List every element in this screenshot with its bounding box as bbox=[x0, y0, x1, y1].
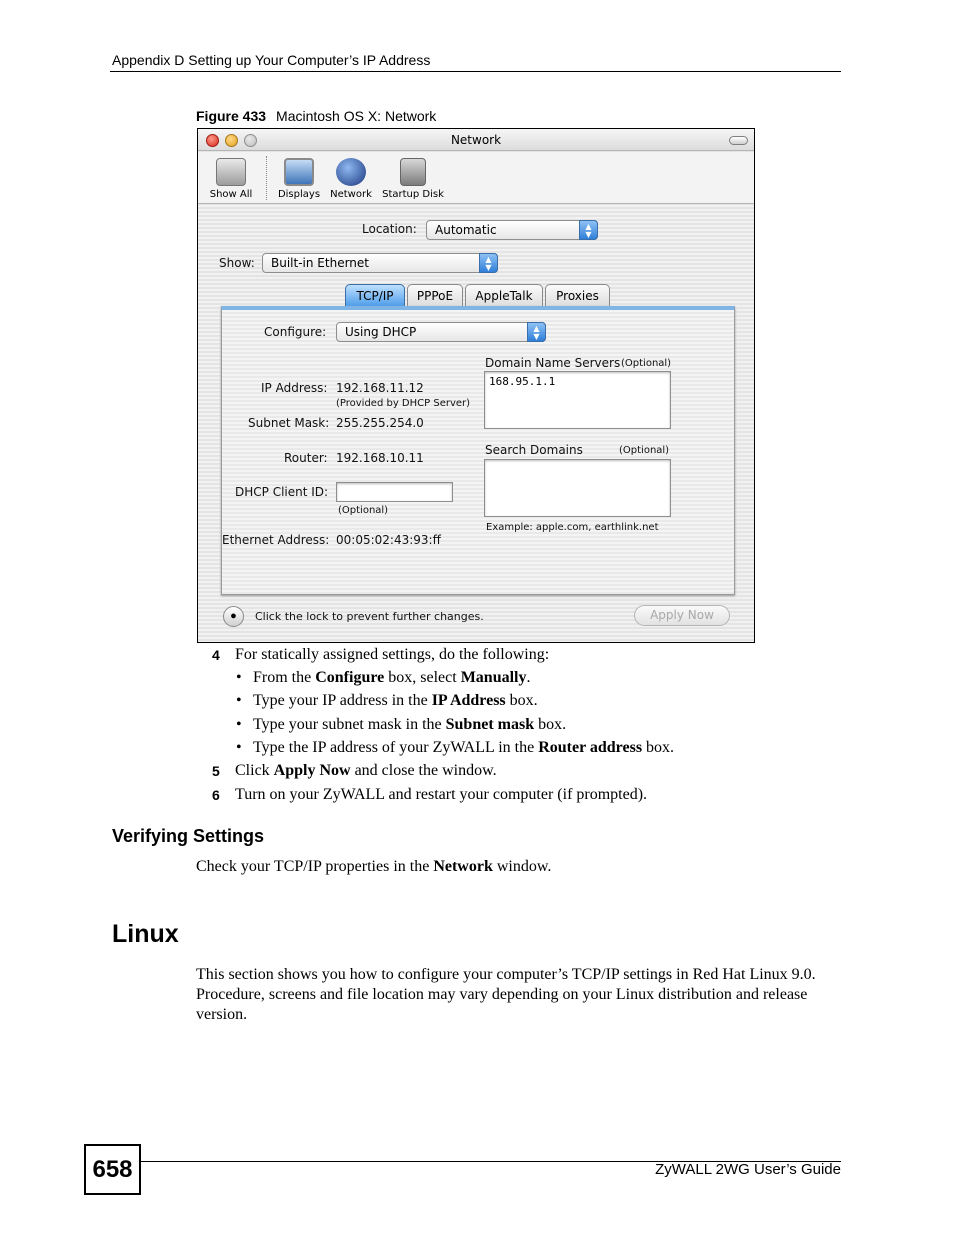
subnet-mask-label: Subnet Mask: bbox=[248, 416, 330, 430]
toolbar-label: Show All bbox=[209, 189, 253, 200]
step-text: Click Apply Now and close the window. bbox=[235, 762, 497, 779]
router-value: 192.168.10.11 bbox=[336, 451, 424, 465]
configure-value: Using DHCP bbox=[345, 325, 417, 339]
footer-guide-title: ZyWALL 2WG User’s Guide bbox=[655, 1161, 841, 1178]
toolbar-label: Displays bbox=[277, 189, 321, 200]
toolbar-label: Network bbox=[330, 189, 372, 200]
toolbar-divider bbox=[266, 156, 267, 200]
location-value: Automatic bbox=[435, 223, 497, 237]
ethernet-address-label: Ethernet Address: bbox=[222, 533, 330, 547]
section-heading: Verifying Settings bbox=[112, 826, 265, 846]
page-number: 658 bbox=[84, 1144, 141, 1195]
step-text: For statically assigned settings, do the following: bbox=[235, 646, 550, 663]
lock-status-text: Click the lock to prevent further changes. bbox=[255, 610, 484, 623]
figure-caption-text: Macintosh OS X: Network bbox=[276, 108, 437, 124]
apply-now-button[interactable]: Apply Now bbox=[634, 605, 730, 626]
search-domains-label: Search Domains bbox=[485, 443, 583, 457]
figure-caption bbox=[196, 108, 436, 124]
dhcp-client-id-label: DHCP Client ID: bbox=[235, 485, 329, 499]
dhcp-optional-note: (Optional) bbox=[338, 505, 389, 516]
toolbar-startup-disk-button[interactable] bbox=[380, 158, 446, 200]
location-label: Location: bbox=[362, 222, 417, 236]
globe-icon bbox=[336, 158, 366, 186]
subnet-mask-value: 255.255.254.0 bbox=[336, 416, 424, 430]
figure-label: Figure 433 bbox=[196, 108, 267, 124]
search-domains-field[interactable] bbox=[484, 459, 671, 517]
location-popup[interactable] bbox=[426, 220, 598, 240]
dns-servers-field[interactable]: 168.95.1.1 bbox=[484, 371, 671, 429]
search-example-note: Example: apple.com, earthlink.net bbox=[486, 522, 659, 533]
popup-arrows-icon: ▲ ▼ bbox=[479, 253, 498, 273]
display-icon bbox=[284, 158, 314, 186]
network-window bbox=[197, 128, 755, 643]
chapter-heading: Linux bbox=[112, 920, 179, 948]
lock-icon[interactable]: ● bbox=[223, 606, 244, 627]
tcp-ip-panel bbox=[221, 306, 735, 595]
configure-label: Configure: bbox=[264, 325, 327, 339]
dns-label: Domain Name Servers bbox=[485, 356, 621, 370]
running-header: Appendix D Setting up Your Computer’s IP Address bbox=[112, 52, 431, 68]
toolbar-label: Startup Disk bbox=[382, 189, 444, 200]
popup-arrows-icon: ▲ ▼ bbox=[527, 322, 546, 342]
bullet-item: • From the Configure box, select Manually. bbox=[236, 669, 531, 686]
toolbar-network-button[interactable] bbox=[326, 158, 376, 200]
tab-appletalk[interactable]: AppleTalk bbox=[465, 284, 543, 307]
show-popup[interactable] bbox=[262, 253, 498, 273]
popup-arrows-icon: ▲ ▼ bbox=[579, 220, 598, 240]
show-label: Show: bbox=[219, 256, 255, 270]
tab-tcp-ip[interactable]: TCP/IP bbox=[345, 284, 405, 307]
paragraph: Check your TCP/IP properties in the Network window. bbox=[196, 858, 552, 875]
title-bar bbox=[198, 129, 754, 151]
router-label: Router: bbox=[284, 451, 328, 465]
bullet-item: • Type your IP address in the IP Address box. bbox=[236, 692, 538, 709]
window-title: Network bbox=[450, 133, 502, 147]
ip-address-note: (Provided by DHCP Server) bbox=[336, 398, 471, 409]
dns-optional-note: (Optional) bbox=[621, 358, 672, 369]
bullet-item: • Type your subnet mask in the Subnet mask box. bbox=[236, 716, 567, 733]
dhcp-client-id-field[interactable] bbox=[336, 482, 453, 502]
ip-address-label: IP Address: bbox=[261, 381, 328, 395]
configure-popup[interactable] bbox=[336, 322, 546, 342]
toolbar bbox=[198, 152, 754, 204]
ethernet-address-value: 00:05:02:43:93:ff bbox=[336, 533, 441, 547]
apple-icon bbox=[216, 158, 246, 186]
toolbar-show-all-button[interactable] bbox=[206, 158, 256, 200]
step-number: 6 bbox=[212, 787, 220, 803]
step-text: Turn on your ZyWALL and restart your computer (if prompted). bbox=[235, 786, 648, 803]
tab-pppoe[interactable]: PPPoE bbox=[407, 284, 463, 307]
search-optional-note: (Optional) bbox=[619, 445, 670, 456]
paragraph: This section shows you how to configure your computer’s TCP/IP settings in Red Hat Linux 9.0. Procedure, screens and file location may vary depending on your Linux distribution and release version. bbox=[196, 966, 816, 1023]
ip-address-value: 192.168.11.12 bbox=[336, 381, 424, 395]
bullet-item: • Type the IP address of your ZyWALL in the Router address box. bbox=[236, 739, 675, 756]
step-number: 4 bbox=[212, 647, 220, 663]
tab-proxies[interactable]: Proxies bbox=[545, 284, 610, 307]
toolbar-displays-button[interactable] bbox=[274, 158, 324, 200]
step-number: 5 bbox=[212, 763, 220, 779]
show-value: Built-in Ethernet bbox=[271, 256, 369, 270]
toolbar-toggle-button[interactable] bbox=[729, 136, 748, 145]
header-rule bbox=[110, 71, 841, 72]
disk-icon bbox=[400, 158, 426, 186]
